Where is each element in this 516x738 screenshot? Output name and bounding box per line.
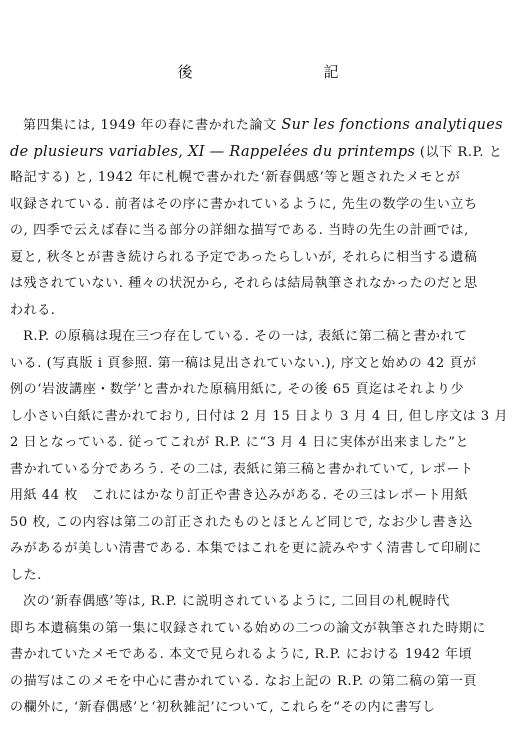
text-line: [10, 669, 508, 696]
text-line: [10, 404, 508, 431]
text-line: [10, 218, 508, 245]
latin-title-text: Sur les fonctions analytiques: [281, 117, 503, 133]
line-text: した.: [10, 567, 42, 583]
line-text: 次の‘新春偶感’等は, R.P. に説明されているように, 二回目の札幌時代: [23, 594, 450, 609]
line-text: 書かれていたメモである. 本文で見られるように, R.P. における 1942 年頃: [10, 647, 473, 662]
text-line: [10, 642, 508, 669]
text-line: [10, 351, 508, 378]
line-text: し小さい白紙に書かれており, 日付は 2 月 15 日より 3 月 4 日, 但し序文は 3 月: [10, 408, 508, 424]
line-text: 略記する) と, 1942 年に札幌で書かれた‘新春偶感’等と題されたメモとが: [10, 170, 461, 185]
text-line: [10, 483, 508, 510]
text-line: [10, 457, 508, 484]
latin-title-text: de plusieurs variables, XI — Rappelées du printemps: [10, 143, 416, 160]
text-line: [10, 271, 508, 298]
line-text: 用紙 44 枚 これにはかなり訂正や書き込みがある. その三はレポート用紙: [10, 488, 469, 503]
line-text: みがあるが美しい清書である. 本集ではこれを更に読みやすく清書して印刷に: [10, 541, 482, 556]
text-line: [10, 589, 508, 616]
text-line: [10, 112, 508, 139]
line-text: 書かれている分であろう. その二は, 表紙に第三稿と書かれていて, レポート: [10, 461, 474, 477]
page-title: 後 記: [177, 63, 397, 81]
text-line: [10, 377, 508, 404]
line-text: 2 日となっている. 従ってこれが R.P. に“3 月 4 日に実体が出来ました”と: [10, 435, 470, 450]
text-line: [10, 563, 508, 590]
line-text: (以下 R.P. と: [415, 144, 503, 160]
line-text: 夏と, 秋冬とが書き続けられる予定であったらしいが, それらに相当する遺稿: [10, 249, 478, 265]
text-line: [10, 165, 508, 192]
body-text: [10, 112, 508, 722]
text-line: [10, 536, 508, 563]
line-text: いる. (写真版 i 頁参照. 第一稿は見出されていない.), 序文と始めの 42 頁が: [10, 355, 477, 371]
line-text: の, 四季で云えば春に当る部分の詳細な描写である. 当時の先生の計画では,: [10, 223, 469, 238]
line-text: 収録されている. 前者はその序に書かれているように, 先生の数学の生い立ち: [10, 196, 478, 212]
text-line: [10, 245, 508, 272]
line-text: 第四集には, 1949 年の春に書かれた論文: [23, 118, 282, 133]
text-line: [10, 298, 508, 325]
line-text: 即ち本遺稿集の第一集に収録されている始めの二つの論文が執筆された時期に: [10, 620, 487, 636]
line-text: の描写はこのメモを中心に書かれている. なお上記の R.P. の第二稿の第一頁: [10, 673, 478, 689]
line-text: の欄外に, ‘新春偶感’と‘初秋雑記’について, これらを“その内に書写し: [10, 700, 436, 715]
line-text: は残されていない. 種々の状況から, それらは結局執筆されなかったのだと思: [10, 276, 478, 291]
text-line: [10, 616, 508, 643]
text-line: [10, 139, 508, 166]
text-line: [10, 695, 508, 722]
line-text: R.P. の原稿は現在三つ存在している. その一は, 表紙に第二稿と書かれて: [23, 329, 468, 344]
text-line: [10, 510, 508, 537]
text-line: [10, 430, 508, 457]
line-text: 例の‘岩波講座・数学’と書かれた原稿用紙に, その後 65 頁迄はそれより少: [10, 382, 465, 397]
text-line: [10, 324, 508, 351]
text-line: [10, 192, 508, 219]
line-text: 50 枚, この内容は第二の訂正されたものとほとんど同じで, なお少し書き込: [10, 514, 474, 530]
line-text: われる.: [10, 302, 56, 318]
